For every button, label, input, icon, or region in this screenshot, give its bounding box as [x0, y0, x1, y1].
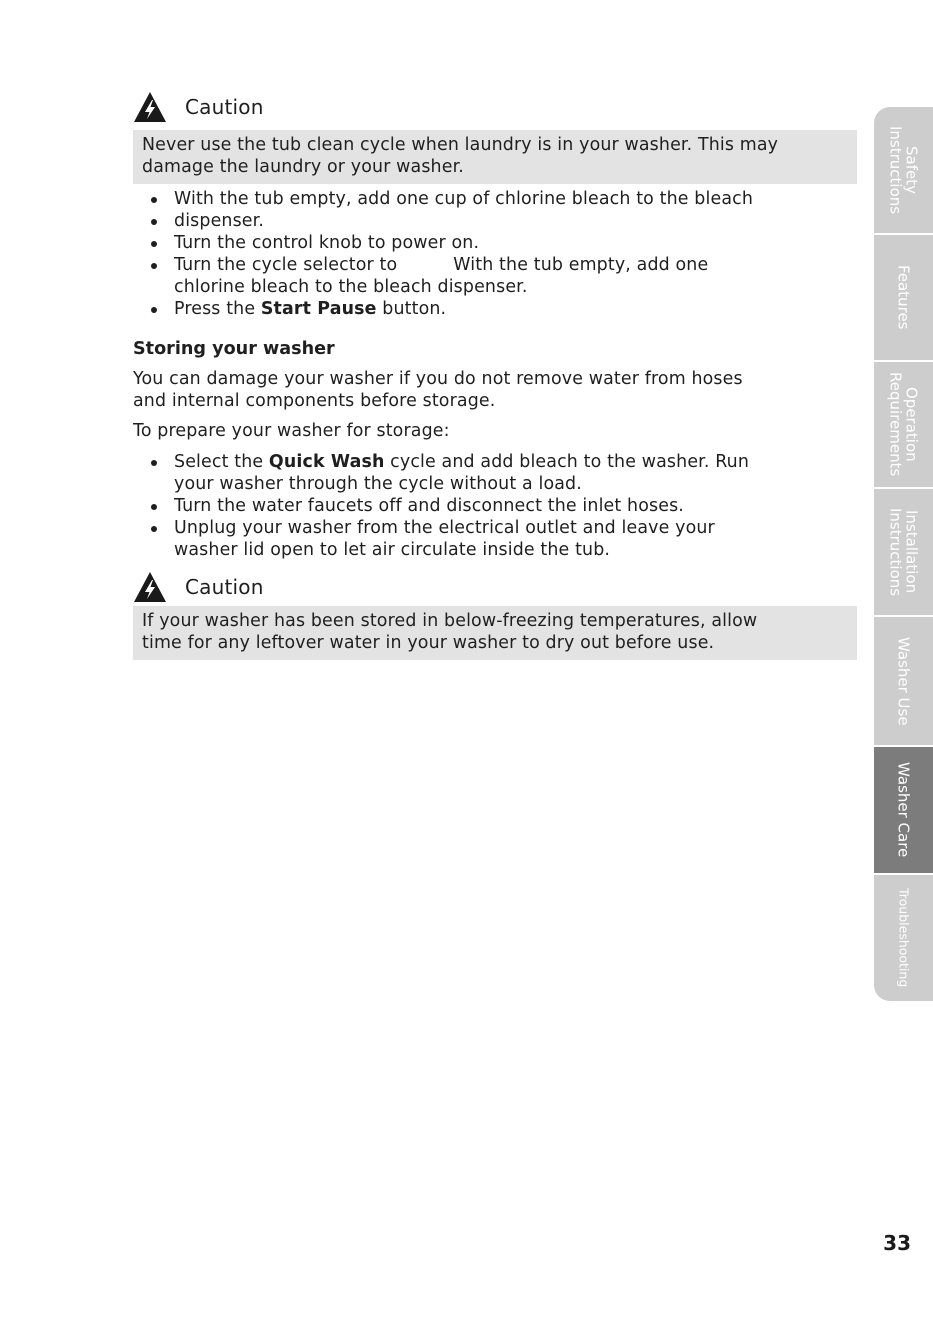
tab-features[interactable]: Features [874, 235, 933, 360]
storing-prepare: To prepare your washer for storage: [133, 421, 450, 441]
storing-intro: You can damage your washer if you do not remove water from hoses and internal components before storage. [133, 369, 743, 411]
caution-header [133, 90, 264, 124]
list-item: Turn the control knob to power on. [133, 232, 857, 254]
list-item: With the tub empty, add one cup of chlorine bleach to the bleach [133, 188, 857, 210]
tab-washer-use[interactable]: Washer Use [874, 617, 933, 745]
caution-text-line: damage the laundry or your washer. [142, 157, 464, 177]
warning-triangle-icon [133, 91, 167, 123]
caution-header [133, 570, 264, 604]
list-item: Press the Start Pause button. [133, 298, 857, 320]
list-item: Turn the water faucets off and disconnect the inlet hoses. [133, 495, 857, 517]
caution-title: Caution [185, 575, 264, 599]
warning-triangle-icon [133, 571, 167, 603]
caution-text-line: time for any leftover water in your washer to dry out before use. [142, 633, 715, 653]
storage-steps [133, 451, 857, 561]
page-number: 33 [883, 1231, 911, 1255]
tab-installation-instructions[interactable]: Installation Instructions [874, 489, 933, 615]
tub-clean-steps [133, 188, 857, 320]
list-item: Select the Quick Wash cycle and add bleach to the washer. Run your washer through the cycle without a load. [133, 451, 857, 495]
quick-wash-label: Quick Wash [268, 452, 385, 472]
section-tabs [874, 107, 933, 1001]
start-pause-label: Start Pause [260, 299, 377, 319]
list-item: Turn the cycle selector to With the tub empty, add one chlorine bleach to the bleach dispenser. [133, 254, 857, 298]
tab-safety-instructions[interactable]: Safety Instructions [874, 107, 933, 233]
caution-title: Caution [185, 95, 264, 119]
caution-text-line: If your washer has been stored in below-freezing temperatures, allow [142, 611, 758, 631]
tab-washer-care[interactable]: Washer Care [874, 747, 933, 873]
list-item: dispenser. [133, 210, 857, 232]
section-heading: Storing your washer [133, 339, 335, 359]
caution-text-line: Never use the tub clean cycle when laundry is in your washer. This may [142, 135, 779, 155]
caution-box [133, 606, 857, 660]
tab-troubleshooting[interactable]: Troubleshooting [874, 875, 933, 1001]
tab-operation-requirements[interactable]: Operation Requirements [874, 362, 933, 487]
caution-box [133, 130, 857, 184]
list-item: Unplug your washer from the electrical outlet and leave your washer lid open to let air circulate inside the tub. [133, 517, 857, 561]
